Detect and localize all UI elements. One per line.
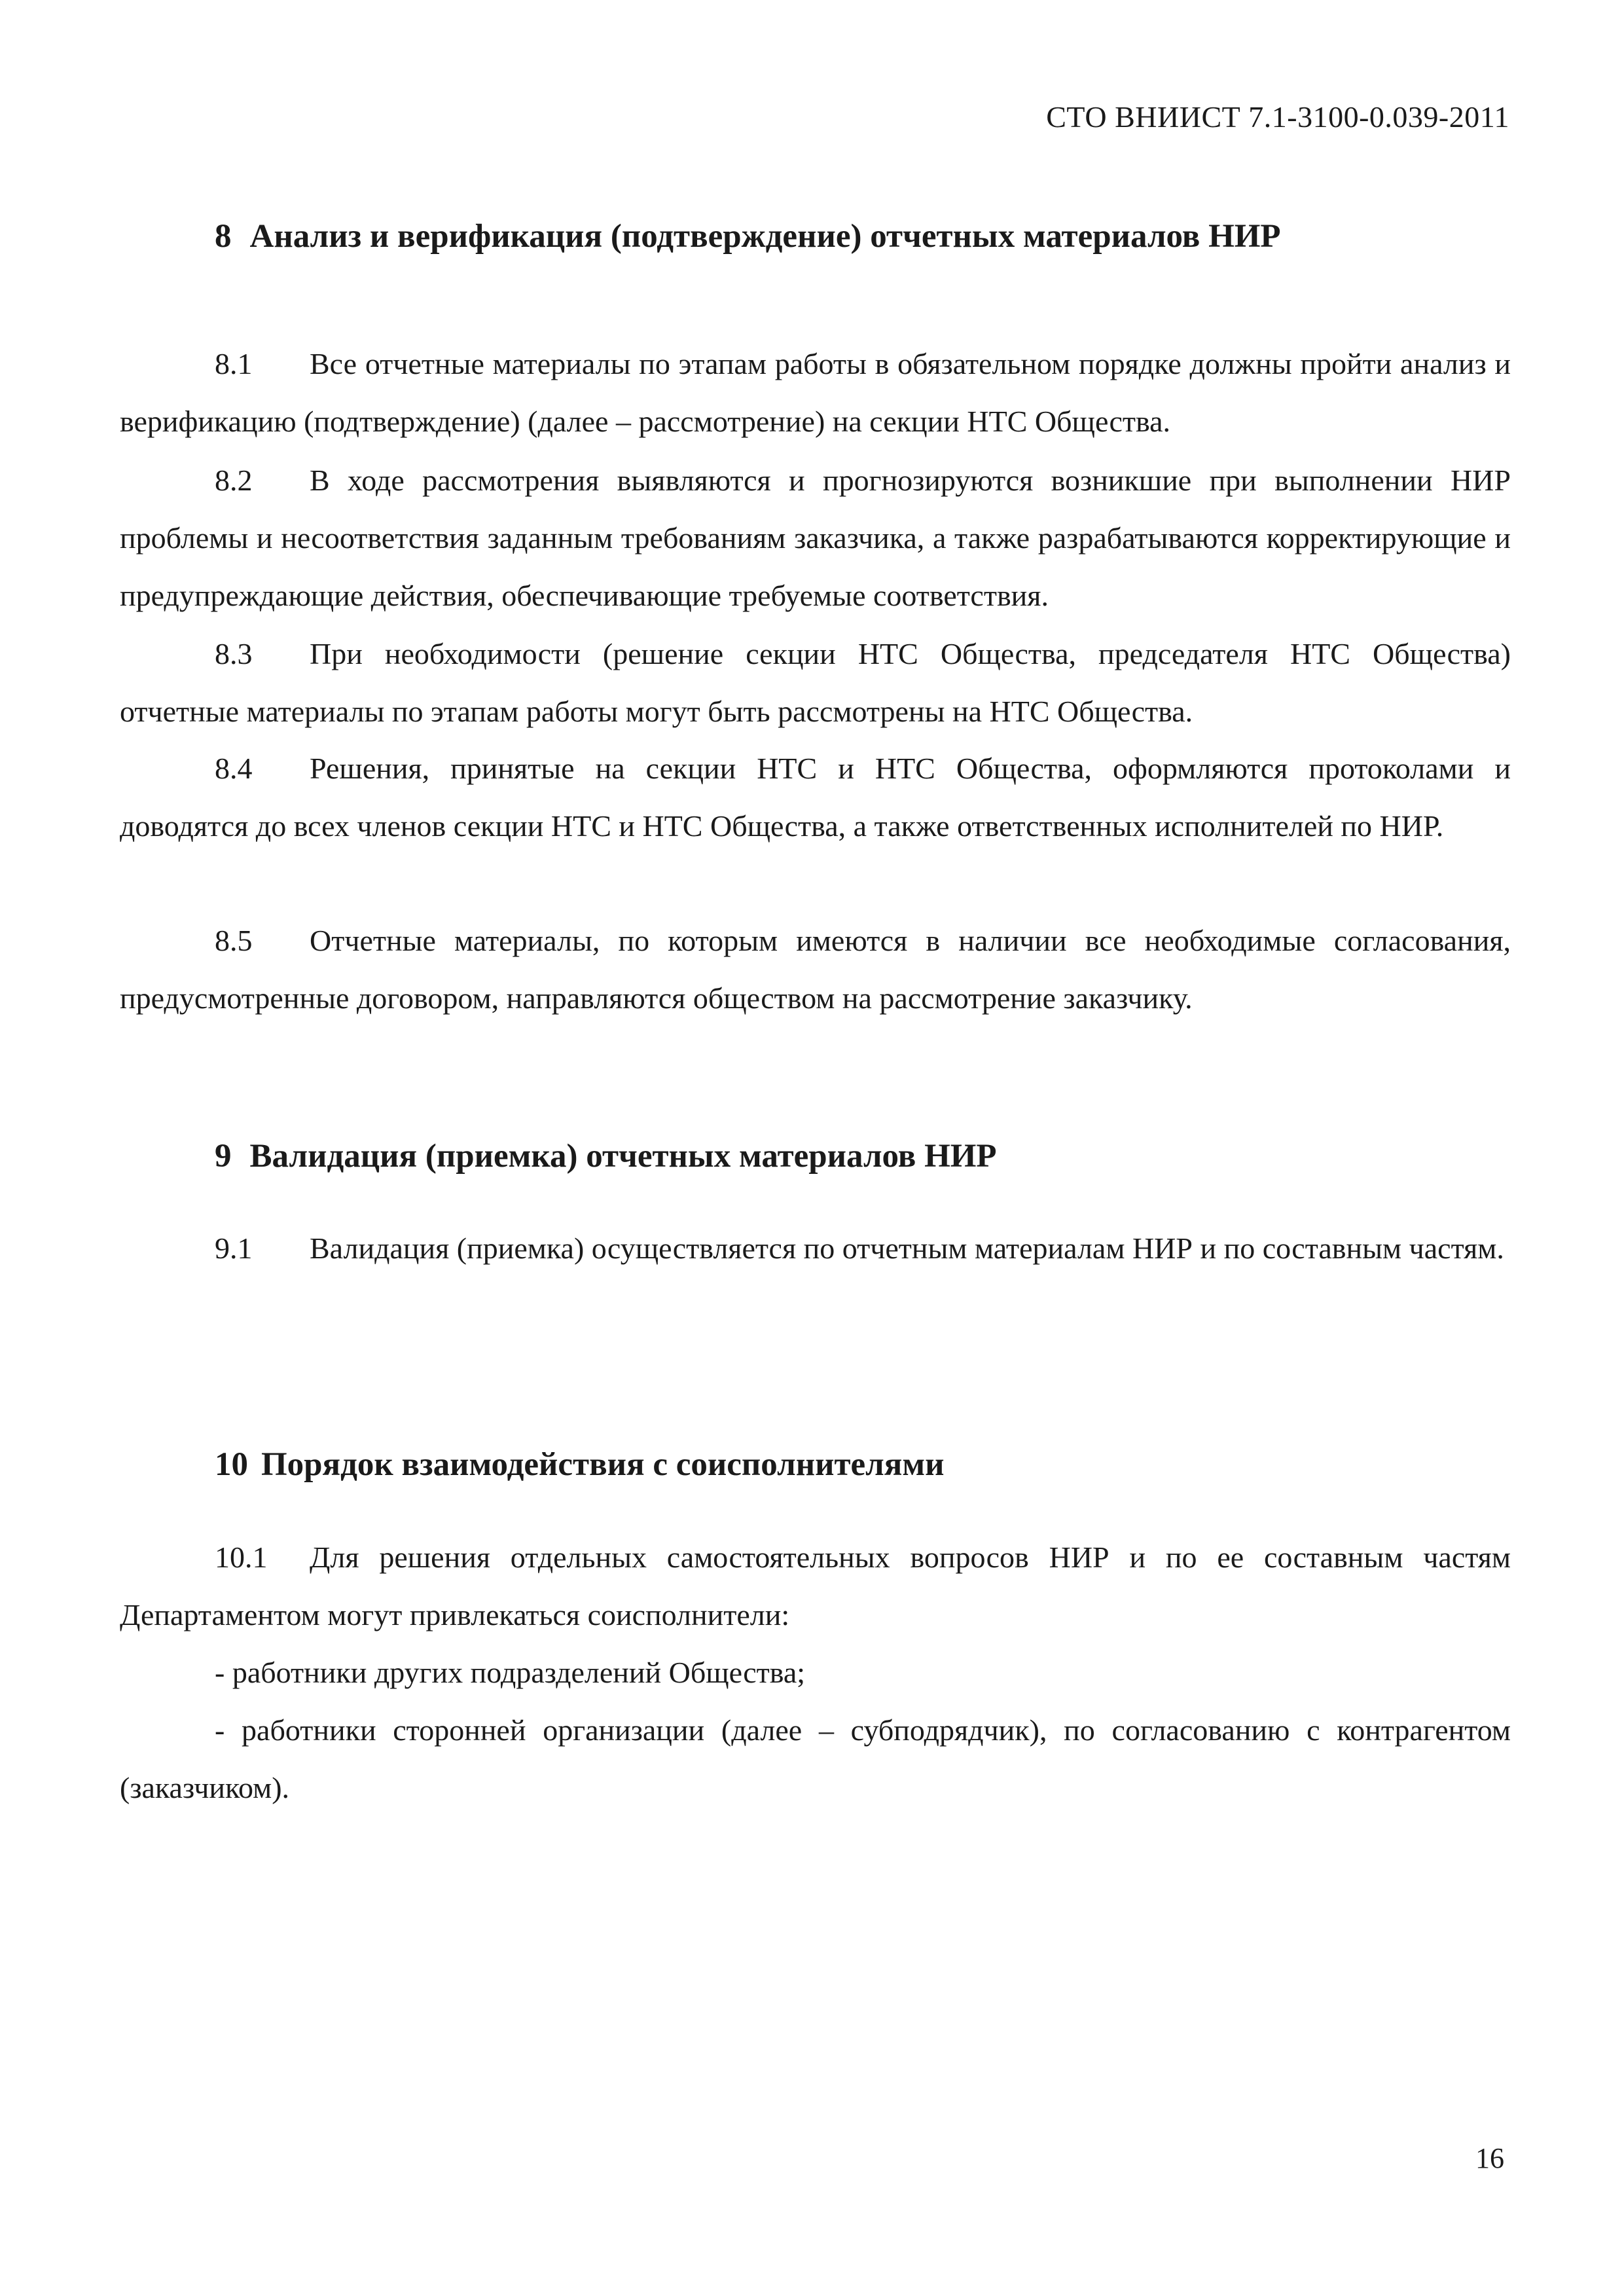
paragraph-8-2	[120, 452, 1511, 625]
paragraph-text: Валидация (приемка) осуществляется по отчетным материалам НИР и по составным частям.	[310, 1231, 1504, 1265]
paragraph-8-1	[120, 335, 1511, 450]
paragraph-text: Все отчетные материалы по этапам работы в обязательном порядке должны пройти анализ и верификацию (подтверждение) (далее – рассмотрение) на секции НТС Общества.	[120, 347, 1511, 438]
paragraph-text: Отчетные материалы, по которым имеются в наличии все необходимые согласования, предусмотренные договором, направляются обществом на рассмотрение заказчику.	[120, 924, 1511, 1015]
document-code: СТО ВНИИСТ 7.1-3100-0.039-2011	[1046, 100, 1509, 134]
paragraph-number: 9.1	[215, 1231, 253, 1265]
section-number: 9	[215, 1138, 232, 1175]
section-10-heading	[120, 1439, 1511, 1490]
section-8-heading	[120, 211, 1511, 262]
section-number: 8	[215, 218, 232, 255]
paragraph-10-1	[120, 1529, 1511, 1644]
paragraph-text: Для решения отдельных самостоятельных вопросов НИР и по ее составным частям Департаментом могут привлекаться соисполнители:	[120, 1540, 1511, 1631]
paragraph-number: 10.1	[215, 1540, 268, 1574]
section-9-heading	[120, 1131, 1511, 1182]
paragraph-8-5	[120, 912, 1511, 1027]
paragraph-number: 8.2	[215, 464, 253, 497]
list-item: - работники сторонней организации (далее – субподрядчик), по согласованию с контрагентом (заказчиком).	[120, 1713, 1511, 1804]
list-item: - работники других подразделений Общества;	[215, 1656, 806, 1689]
section-title: Валидация (приемка) отчетных материалов НИР	[249, 1138, 997, 1175]
section-title: Порядок взаимодействия с соисполнителями	[261, 1446, 945, 1483]
paragraph-text: В ходе рассмотрения выявляются и прогнозируются возникшие при выполнении НИР проблемы и несоответствия заданным требованиям заказчика, а также разрабатываются корректирующие и предупреждающие действия, обеспечивающие требуемые соответствия.	[120, 464, 1511, 612]
page-number: 16	[1475, 2142, 1504, 2174]
paragraph-8-4	[120, 740, 1511, 855]
section-title: Анализ и верификация (подтверждение) отчетных материалов НИР	[249, 218, 1281, 255]
paragraph-text: При необходимости (решение секции НТС Общества, председателя НТС Общества) отчетные материалы по этапам работы могут быть рассмотрены на НТС Общества.	[120, 637, 1511, 728]
paragraph-9-1	[120, 1220, 1511, 1277]
paragraph-number: 8.5	[215, 924, 253, 957]
section-number: 10	[215, 1446, 248, 1483]
paragraph-number: 8.1	[215, 347, 253, 380]
paragraph-text: Решения, принятые на секции НТС и НТС Общества, оформляются протоколами и доводятся до всех членов секции НТС и НТС Общества, а также ответственных исполнителей по НИР.	[120, 752, 1511, 843]
paragraph-number: 8.4	[215, 752, 253, 785]
paragraph-8-3	[120, 625, 1511, 740]
paragraph-number: 8.3	[215, 637, 253, 670]
